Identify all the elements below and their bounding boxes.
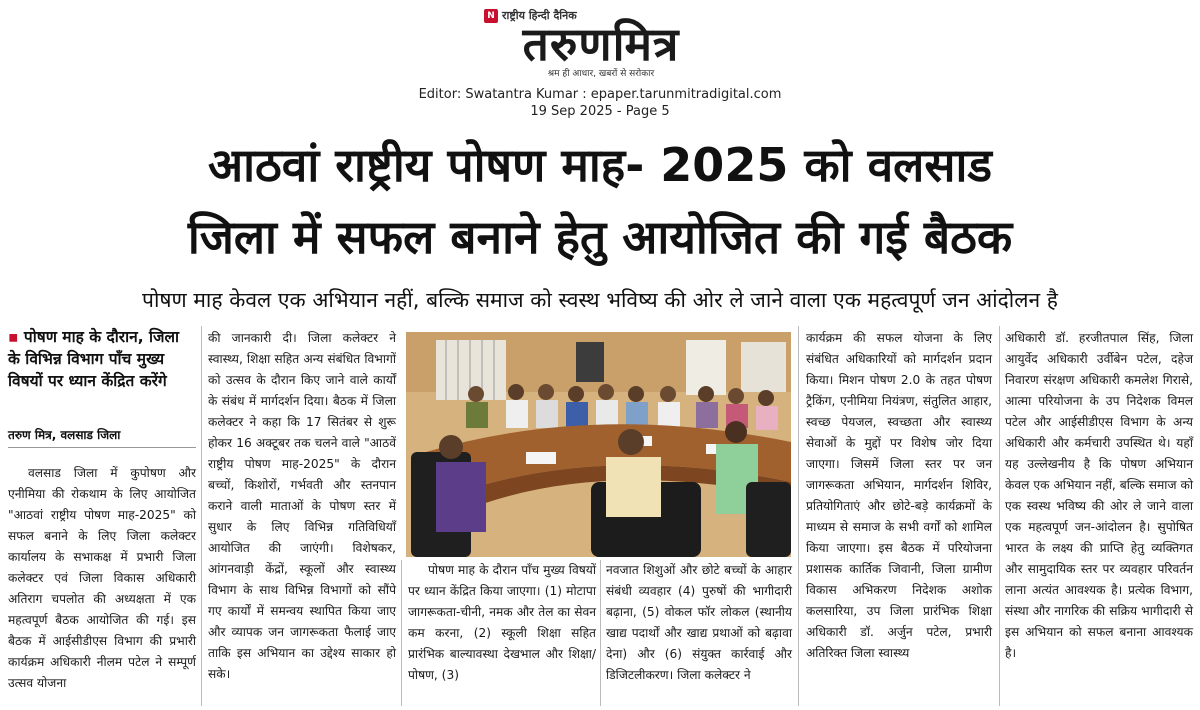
newspaper-slogan: श्रम ही आधार, खबरों से सरोकार <box>547 69 655 79</box>
article-column-5 <box>806 328 992 664</box>
article-column-6 <box>1005 328 1193 664</box>
column-text: की जानकारी दी। जिला कलेक्टर ने स्वास्थ्य, शिक्षा सहित अन्य संबंधित विभागों को उत्सव के दौरान किए जाने वाले कार्यों के संबंध में मार्गदर्शन दिया। बैठक में जिला कलेक्टर ने कहा कि 17 सितंबर से शुरू होकर 16 अक्टूबर तक चलने वाले "आठवें राष्ट्रीय पोषण माह-2025" के दौरान बच्चों, किशोरों, गर्भवती और स्तनपान कराने वाली माताओं के पोषण स्तर में सुधार के लिए विभिन्न गतिविधियाँ आयोजित की जाएंगी। विशेषकर, आंगनवाड़ी केंद्रों, स्कूलों और स्वास्थ्य विभाग के साथ विभिन्न विभागों को सौंपे गए कार्यों में समन्वय स्थापित किया जाए और व्यापक जन जागरूकता फैलाई जाए ताकि इस अभियान का उद्देश्य साकार हो सके। <box>208 331 396 681</box>
column-text: वलसाड जिला में कुपोषण और एनीमिया की रोकथाम के लिए आयोजित "आठवां राष्ट्रीय पोषण माह-2025" को सफल बनाने के लिए जिला कलेक्टर कार्यालय के सभाकक्ष में प्रभारी जिला कलेक्टर एवं जिला विकास अधिकारी अतिराग चपलोत की अध्यक्षता में एक महत्वपूर्ण बैठक आयोजित की गई। इस बैठक में आईसीडीएस विभाग की प्रभारी कार्यक्रम अधिकारी नीलम पटेल ने सम्पूर्ण उत्सव योजना <box>8 466 196 690</box>
date-page-line: 19 Sep 2025 - Page 5 <box>530 104 670 119</box>
meeting-photo <box>406 332 791 557</box>
highlight-text: पोषण माह के दौरान, जिला के विभिन्न विभाग पाँच मुख्य विषयों पर ध्यान केंद्रित करेंगे <box>8 328 180 390</box>
headline-line-1: आठवां राष्ट्रीय पोषण माह- 2025 को वलसाड <box>208 138 992 192</box>
subheadline: पोषण माह केवल एक अभियान नहीं, बल्कि समाज को स्वस्थ भविष्य की ओर ले जाने वाला एक महत्वपूर्ण जन आंदोलन है <box>142 288 1058 312</box>
column-divider <box>201 326 202 706</box>
column-text: कार्यक्रम की सफल योजना के लिए संबंधित अधिकारियों को मार्गदर्शन प्रदान किया। मिशन पोषण 2.0 के तहत पोषण ट्रैकिंग, एनीमिया नियंत्रण, संतुलित आहार, स्वच्छ पेयजल, स्वच्छता और स्वास्थ्य सेवाओं के मुद्दों पर विशेष जोर दिया जाएगा। जिसमें जिला स्तर पर जन जागरूकता अभियान, मार्गदर्शन शिविर, प्रतियोगिताएं और छोटे-बड़े कार्यक्रमों के माध्यम से समाज के सभी वर्गों को शामिल किया जाएगा। इस बैठक में परियोजना प्रशासक कार्तिक जिवानी, जिला ग्रामीण विकास अभिकरण निदेशक अशोक कलसारिया, उप जिला प्रारंभिक शिक्षा अधिकारी डॉ. अर्जुन पटेल, प्रभारी अतिरिक्त जिला स्वास्थ्य <box>806 331 992 660</box>
column-text: नवजात शिशुओं और छोटे बच्चों के आहार संबंधी व्यवहार (4) पुरुषों की भागीदारी बढ़ाना, (5) वोकल फॉर लोकल (स्थानीय खाद्य पदार्थों और खाद्य प्रथाओं को बढ़ावा देना) और (6) संयुक्त कार्रवाई और डिजिटलीकरण। जिला कलेक्टर ने <box>606 563 792 682</box>
meeting-photo-illustration <box>406 332 791 557</box>
editor-line: Editor: Swatantra Kumar : epaper.tarunmitradigital.com <box>418 87 782 102</box>
masthead-tagline-text: राष्ट्रीय हिन्दी दैनिक <box>502 9 577 22</box>
column-text: अधिकारी डॉ. हरजीतपाल सिंह, जिला आयुर्वेद अधिकारी उर्वीबेन पटेल, दहेज निवारण संरक्षण अधिकारी कमलेश गिरासे, आत्मा परियोजना के उप निदेशक विमल पटेल और आईसीडीएस विभाग के अन्य अधिकारी और कर्मचारी उपस्थित थे। यहाँ यह उल्लेखनीय है कि पोषण अभियान केवल एक अभियान नहीं, बल्कि समाज को एक स्वस्थ भविष्य की ओर ले जाने वाला एक महत्वपूर्ण जन-आंदोलन है। सुपोषित भारत के लक्ष्य की प्राप्ति हेतु व्यक्तिगत और सामुदायिक स्तर पर व्यवहार परिवर्तन लाना अत्यंत आवश्यक है। प्रत्येक विभाग, संस्था और नागरिक की सक्रिय भागीदारी से इस अभियान को सफल बनाना आवश्यक है। <box>1005 331 1193 660</box>
article-column-4 <box>606 560 792 686</box>
column-text: पोषण माह के दौरान पाँच मुख्य विषयों पर ध्यान केंद्रित किया जाएगा। (1) मोटापा जागरूकता-चीनी, नमक और तेल का सेवन कम करना, (2) स्कूली शिक्षा सहित प्रारंभिक बाल्यावस्था देखभाल और शिक्षा/पोषण, (3) <box>408 563 596 682</box>
byline: तरुण मित्र, वलसाड जिला <box>8 426 196 448</box>
column-divider <box>401 560 402 706</box>
highlight-box <box>8 326 196 392</box>
column-divider <box>798 326 799 706</box>
article-column-3 <box>408 560 596 686</box>
column-divider <box>600 560 601 706</box>
newspaper-title: तरुणमित्र <box>522 17 680 71</box>
column-divider <box>999 326 1000 706</box>
headline-line-2: जिला में सफल बनाने हेतु आयोजित की गई बैठक <box>187 210 1013 264</box>
article-column-2 <box>208 328 396 685</box>
article-column-1 <box>8 463 196 694</box>
bullet-icon: ▪ <box>8 328 19 346</box>
newspaper-logo-icon: N <box>484 9 498 23</box>
